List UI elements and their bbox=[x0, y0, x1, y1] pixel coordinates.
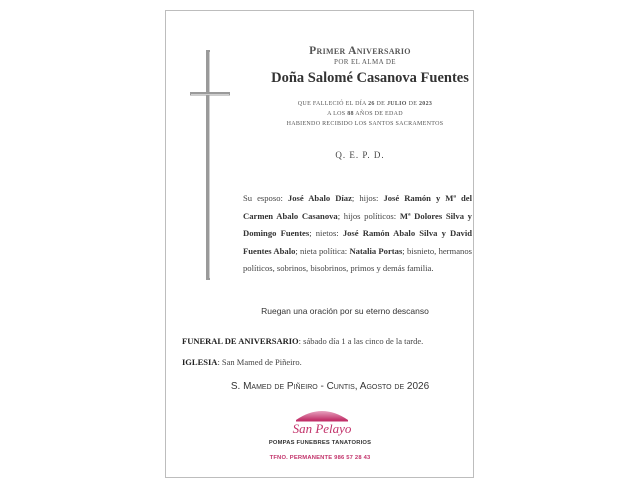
family-paragraph: Su esposo: José Abalo Díaz; hijos: José Ramón y Mª del Carmen Abalo Casanova; hijos políticos: Mª Dolores Silva y Domingo Fuentes; nietos: José Ramón Abalo Silva y David Fuentes Abalo; nieta política: Natalia Portas; bisnieto, hermanos políticos, sobrinos, bisobrinos, primos y demás familia. bbox=[243, 193, 472, 274]
death-date-line: QUE FALLECIÓ EL DÍA 26 DE JULIO DE 2023 bbox=[297, 101, 433, 107]
announcement-title: Primer Aniversario bbox=[309, 45, 411, 57]
qepd-text: Q. E. P. D. bbox=[335, 150, 385, 160]
prayer-request: Ruegan una oración por su eterno descanso bbox=[261, 306, 429, 316]
church-info: IGLESIA: San Mamed de Piñeiro. bbox=[182, 357, 302, 367]
mountain-logo-icon bbox=[282, 400, 362, 440]
company-name: POMPAS FUNEBRES TANATORIOS bbox=[268, 440, 372, 446]
cross-icon bbox=[190, 50, 230, 280]
funeral-info: FUNERAL DE ANIVERSARIO: sábado día 1 a las cinco de la tarde. bbox=[182, 336, 424, 346]
logo-text: San Pelayo bbox=[292, 421, 352, 436]
sacraments-line: HABIENDO RECIBIDO LOS SANTOS SACRAMENTOS bbox=[286, 121, 444, 127]
phone-number: TFNO. PERMANENTE 986 57 28 43 bbox=[269, 455, 371, 461]
age-line: A LOS 88 AÑOS DE EDAD bbox=[327, 111, 403, 117]
deceased-name: Doña Salomé Casanova Fuentes bbox=[271, 70, 469, 86]
announcement-subtitle: POR EL ALMA DE bbox=[334, 58, 396, 66]
place-date: S. Mamed de Piñeiro - Cuntis, Agosto de 2026 bbox=[230, 381, 430, 392]
